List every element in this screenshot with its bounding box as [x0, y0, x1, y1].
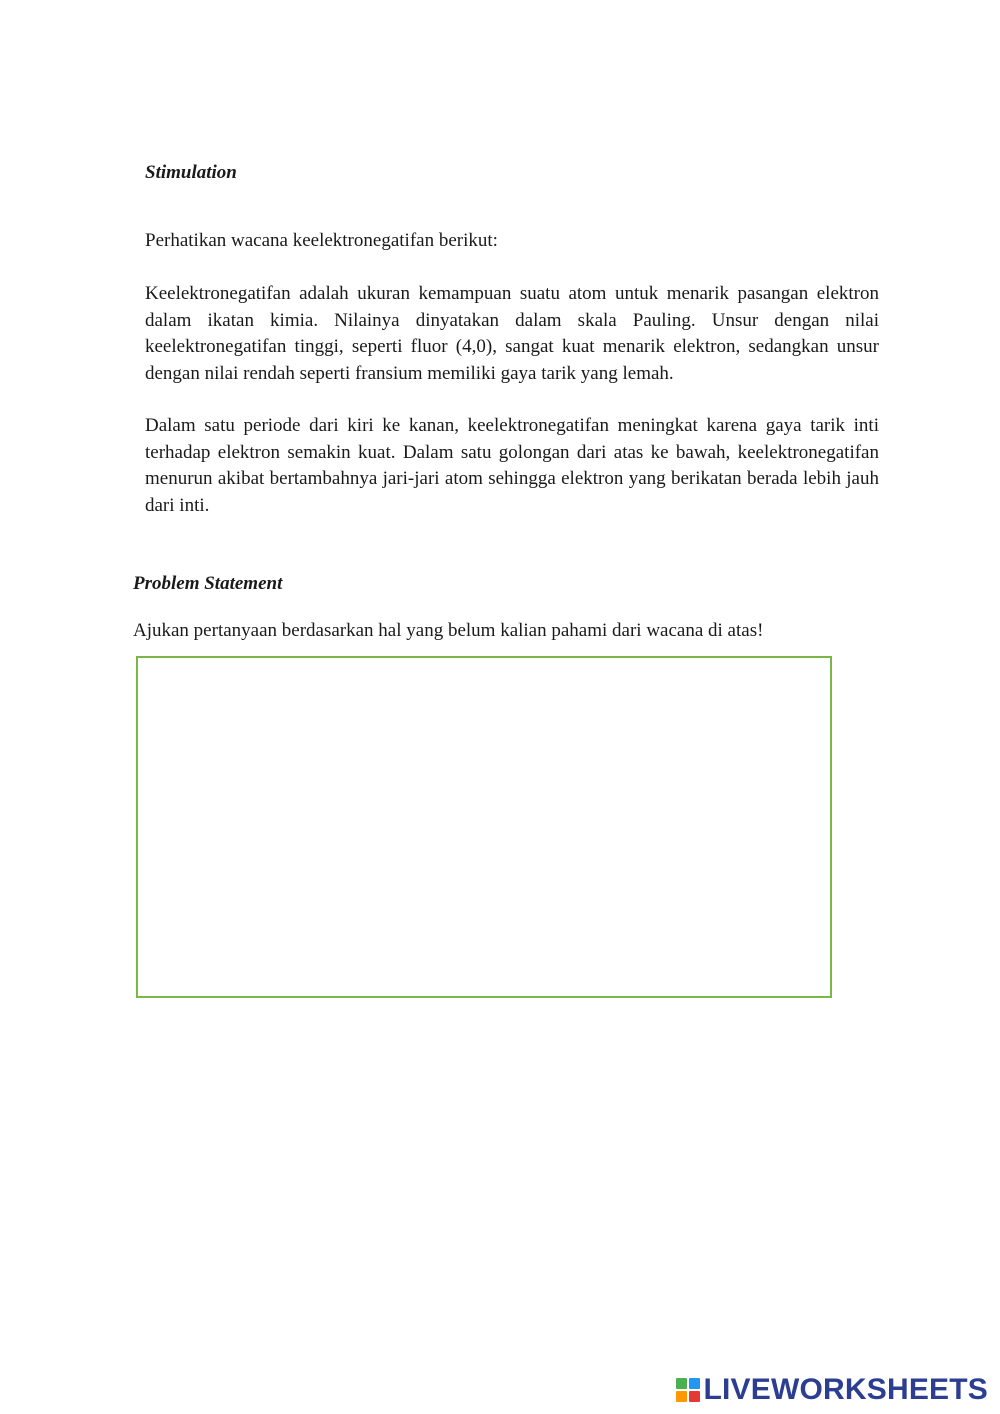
logo-tile: [676, 1391, 687, 1402]
brand-text: LIVEWORKSHEETS: [703, 1373, 988, 1406]
stimulation-heading: Stimulation: [145, 162, 237, 183]
problem-statement-heading: Problem Statement: [133, 573, 283, 594]
logo-tile: [676, 1378, 687, 1389]
logo-tile: [689, 1391, 700, 1402]
paragraph-electronegativity-definition: Keelektronegatifan adalah ukuran kemampuan suatu atom untuk menarik pasangan elektron dalam ikatan kimia. Nilainya dinyatakan dalam skala Pauling. Unsur dengan nilai keelektronegatifan tinggi, seperti fluor (4,0), sangat kuat menarik elektron, sedangkan unsur dengan nilai rendah seperti fransium memiliki gaya tarik yang lemah.: [145, 283, 879, 384]
intro-text: Perhatikan wacana keelektronegatifan berikut:: [145, 230, 498, 251]
logo-tile: [689, 1378, 700, 1389]
liveworksheets-logo-icon: [676, 1378, 700, 1402]
liveworksheets-brand: [676, 1374, 989, 1406]
answer-input-box[interactable]: [136, 656, 832, 998]
problem-prompt-text: Ajukan pertanyaan berdasarkan hal yang belum kalian pahami dari wacana di atas!: [133, 620, 764, 641]
paragraph-periodic-trend: Dalam satu periode dari kiri ke kanan, keelektronegatifan meningkat karena gaya tarik inti terhadap elektron semakin kuat. Dalam satu golongan dari atas ke bawah, keelektronegatifan menurun akibat bertambahnya jari-jari atom sehingga elektron yang berikatan berada lebih jauh dari inti.: [145, 415, 879, 516]
